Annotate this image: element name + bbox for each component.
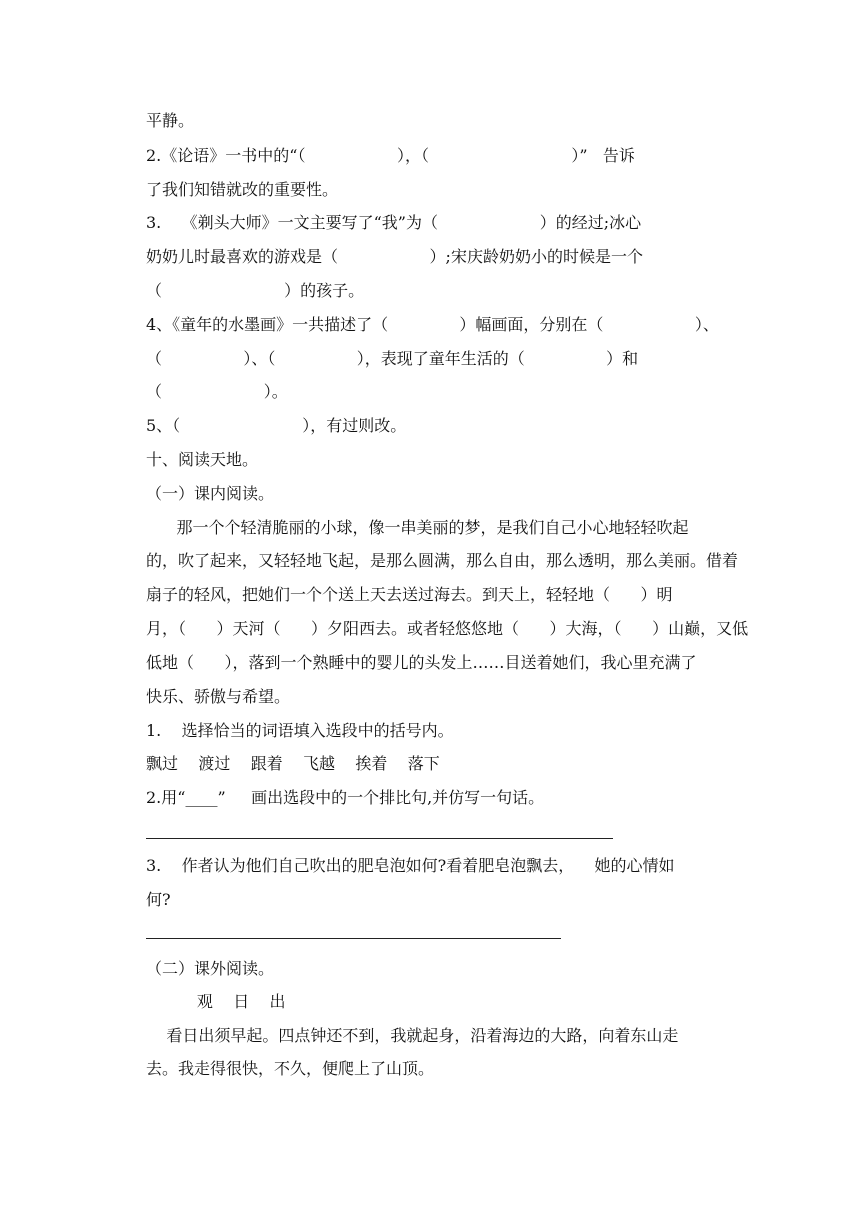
passage-line: 快乐、骄傲与希望。 xyxy=(146,687,291,706)
reading-question-1: 1. 选择恰当的词语填入选段中的括号内。 xyxy=(146,721,454,740)
text-line: （ ）、（ ），表现了童年生活的（ ）和 xyxy=(146,349,639,368)
passage-line: 扇子的轻风，把她们一个个送上天去送过海去。到天上，轻轻地（ ）明 xyxy=(146,585,673,604)
question-5: 5、（ ），有过则改。 xyxy=(146,416,407,435)
passage-line: 那一个个轻清脆丽的小球，像一串美丽的梦，是我们自己小心地轻轻吹起 xyxy=(146,518,689,537)
reading-question-2 xyxy=(146,787,544,809)
text-line: 平静。 xyxy=(146,111,195,130)
reading-question-3: 3. 作者认为他们自己吹出的肥皂泡如何?看着肥皂泡飘去， 她的心情如 xyxy=(146,856,675,875)
text-line: （ ）。 xyxy=(146,382,288,401)
text-segment: ” 画出选段中的一个排比句,并仿写一句话。 xyxy=(217,788,545,807)
answer-line xyxy=(146,938,561,939)
subsection-heading: （二）课外阅读。 xyxy=(146,959,275,978)
passage-line: 低地（ ），落到一个熟睡中的婴儿的头发上……目送着她们，我心里充满了 xyxy=(146,653,697,672)
article-line: 看日出须早起。四点钟还不到，我就起身，沿着海边的大路，向着东山走 xyxy=(146,1026,679,1045)
text-line: 何? xyxy=(146,890,171,909)
underline-sample: ____ xyxy=(185,788,218,807)
passage-line: 月，（ ）天河（ ）夕阳西去。或者轻悠悠地（ ）大海，（ ）山巅，又低 xyxy=(146,619,749,638)
word-choices: 飘过 渡过 跟着 飞越 挨着 落下 xyxy=(146,754,440,773)
question-lunyu: 2.《论语》一书中的“（ ），（ ）” 告诉 xyxy=(146,146,635,165)
passage-line: 的，吹了起来，又轻轻地飞起，是那么圆满，那么自由，那么透明，那么美丽。借着 xyxy=(146,551,739,570)
answer-line xyxy=(146,838,613,839)
article-line: 去。我走得很快，不久，便爬上了山顶。 xyxy=(146,1059,435,1078)
question-3: 3. 《剃头大师》一文主要写了“我”为（ ）的经过;冰心 xyxy=(146,213,642,232)
question-4: 4、《童年的水墨画》一共描述了（ ）幅画面，分别在（ ）、 xyxy=(146,315,719,334)
section-heading: 十、阅读天地。 xyxy=(146,450,259,469)
text-line: 了我们知错就改的重要性。 xyxy=(146,180,339,199)
subsection-heading: （一）课内阅读。 xyxy=(146,484,275,503)
article-title: 观 日 出 xyxy=(146,992,286,1011)
text-segment: 2.用“ xyxy=(146,788,186,807)
text-line: 奶奶儿时最喜欢的游戏是（ ）;宋庆龄奶奶小的时候是一个 xyxy=(146,247,643,266)
text-line: （ ）的孩子。 xyxy=(146,281,365,300)
